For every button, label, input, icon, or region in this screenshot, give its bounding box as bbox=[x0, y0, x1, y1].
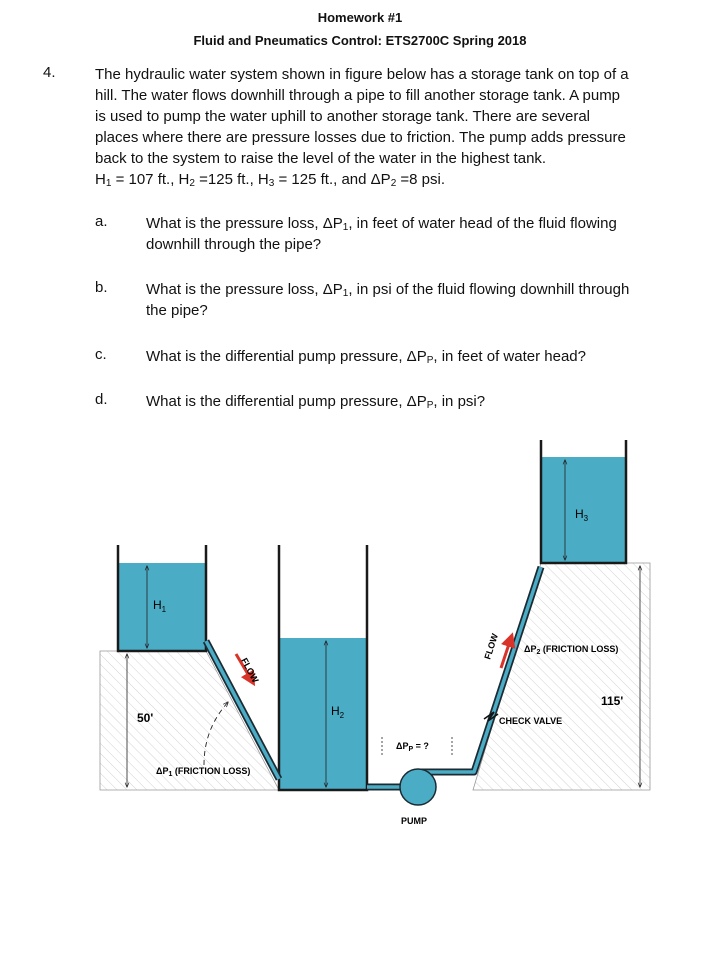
pump-icon bbox=[400, 769, 436, 805]
dpp-label: $\Delta P_P$ = ? bbox=[396, 741, 429, 753]
h3-label: $H_3$ bbox=[575, 507, 589, 523]
dp1-label: $\Delta P_1$ (FRICTION LOSS) bbox=[156, 766, 251, 778]
h1-label: $H_1$ bbox=[153, 598, 167, 614]
problem-number: 4. bbox=[43, 64, 56, 81]
statement-line: places where there are pressure losses due to friction. The pump adds pressure bbox=[95, 129, 626, 146]
dp2-label: $\Delta P_2$ (FRICTION LOSS) bbox=[524, 644, 619, 656]
right-elevation-label: 115' bbox=[601, 694, 624, 708]
course-title: Fluid and Pneumatics Control: ETS2700C Spring 2018 bbox=[193, 33, 527, 48]
pump-label: PUMP bbox=[401, 816, 428, 826]
page-title: Homework #1 bbox=[317, 10, 403, 25]
question-b-text: What is the pressure loss, $\Delta P_1$, in psi of the fluid flowing downhill through the pipe? bbox=[146, 281, 630, 319]
flow-label-up: FLOW bbox=[482, 632, 501, 661]
flow-label-down: FLOW bbox=[239, 656, 261, 685]
question-b-letter: b. bbox=[95, 279, 108, 296]
statement-line: back to the system to raise the level of the water in the highest tank. bbox=[95, 150, 547, 167]
question-a-text: What is the pressure loss, $\Delta P_1$, in feet of water head of the fluid flowing downhill through the pipe? bbox=[146, 215, 617, 253]
given-values: $H_1 = 107$ ft., $H_2 =125$ ft., $H_3 = 125$ ft., and $\Delta P_2 =8$ psi. bbox=[95, 171, 446, 189]
statement-line: hill. The water flows downhill through a pipe to fill another storage tank. A pump bbox=[95, 87, 621, 104]
question-c-letter: c. bbox=[95, 346, 107, 363]
statement-line: The hydraulic water system shown in figure below has a storage tank on top of a bbox=[95, 66, 629, 83]
question-d-letter: d. bbox=[95, 391, 108, 408]
right-hill bbox=[473, 563, 650, 790]
tank-2-water bbox=[279, 638, 367, 790]
question-c-text: What is the differential pump pressure, $\Delta P_P$, in feet of water head? bbox=[146, 348, 586, 366]
check-valve-label: CHECK VALVE bbox=[499, 716, 563, 726]
left-elevation-label: 50' bbox=[137, 711, 154, 725]
statement-line: is used to pump the water uphill to another storage tank. There are several bbox=[95, 108, 591, 125]
question-a-letter: a. bbox=[95, 213, 108, 230]
question-d-text: What is the differential pump pressure, $\Delta P_P$, in psi? bbox=[146, 393, 486, 411]
h2-label: $H_2$ bbox=[331, 704, 345, 720]
